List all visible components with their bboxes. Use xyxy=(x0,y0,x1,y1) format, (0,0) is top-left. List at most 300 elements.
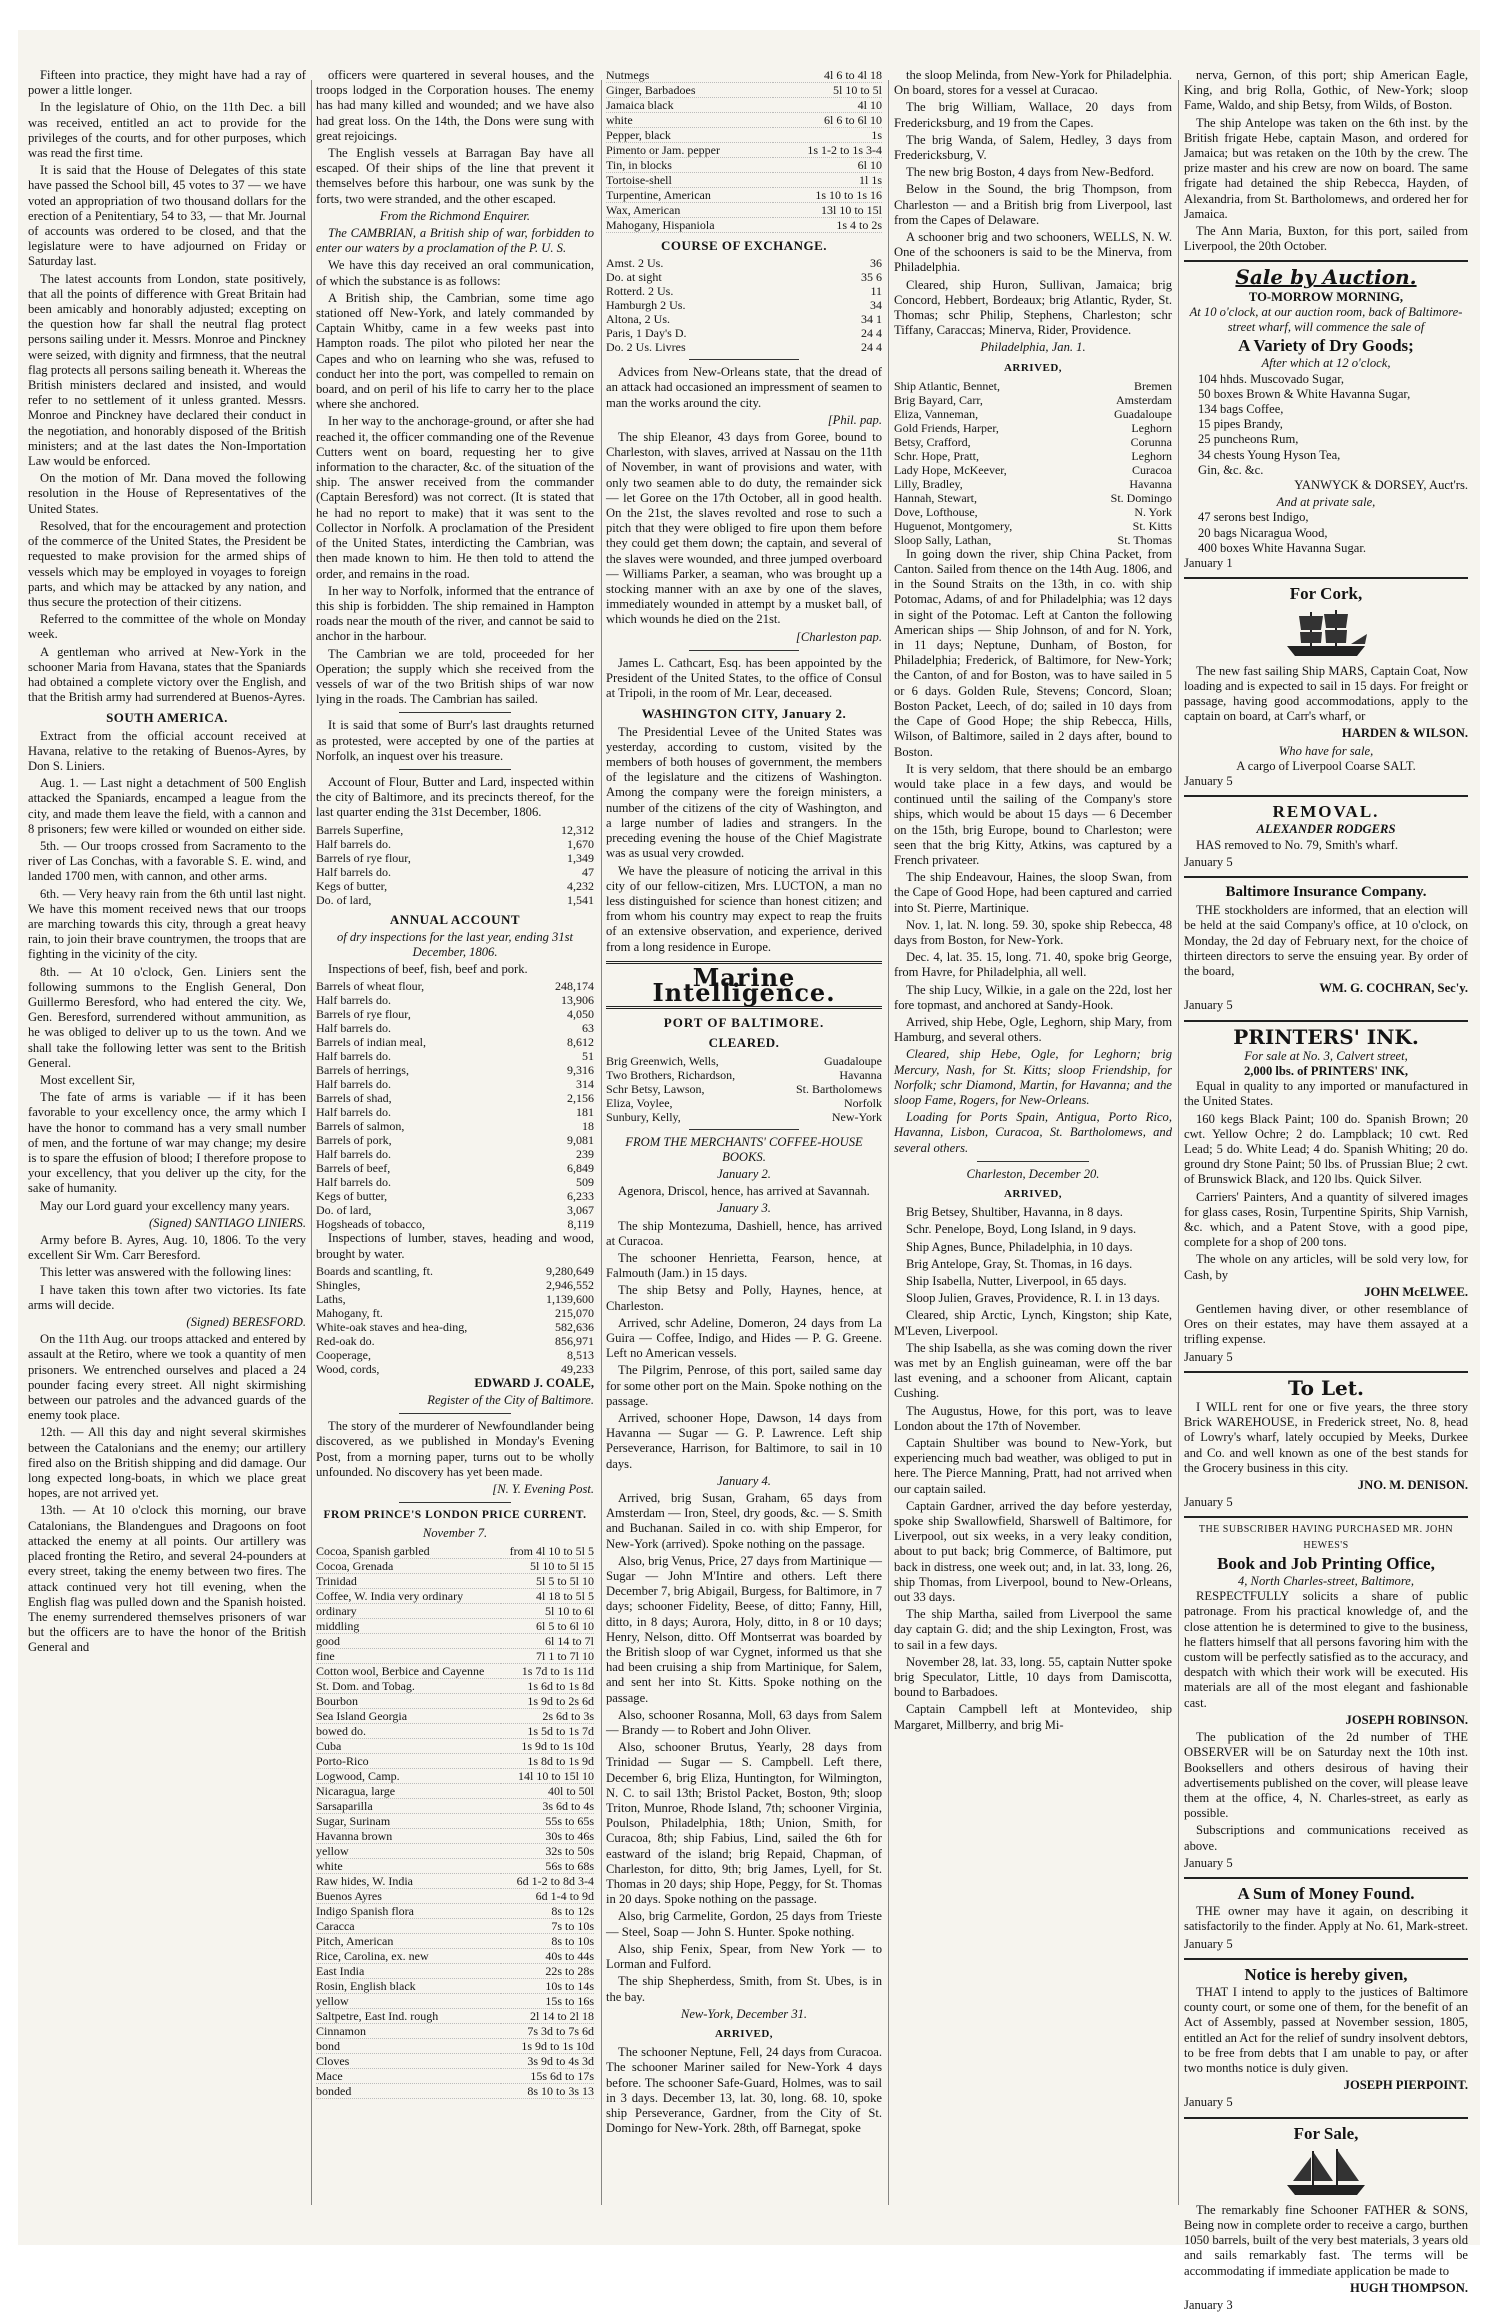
ad-list-item: 20 bags Nicaragua Wood, xyxy=(1198,525,1328,540)
row-label: Cotton wool, Berbice and Cayenne xyxy=(316,1663,501,1678)
ad-list-item: 104 hhds. Muscovado Sugar, xyxy=(1198,371,1345,386)
row-label: Brig Greenwich, Wells, xyxy=(606,1053,719,1068)
row-value: 3,067 xyxy=(567,1203,594,1218)
ad-date: January 5 xyxy=(1184,1495,1233,1510)
row-label: bowed do. xyxy=(316,1723,501,1738)
schooner-sale-advertisement xyxy=(1184,2117,1468,2313)
row-value: 63 xyxy=(582,1021,594,1036)
row-value: 1s 9d to 2s 6d xyxy=(501,1693,594,1708)
ad-text: THE owner may have it again, on describing it satisfactorily to the finder. Apply at No. 61, Mark-street. xyxy=(1184,1904,1468,1934)
inspection-row xyxy=(316,1292,594,1306)
row-label: Rosin, English black xyxy=(316,1978,501,1993)
row-label: Barrels of shad, xyxy=(316,1091,392,1106)
inspection-row xyxy=(316,1021,594,1035)
column-rule xyxy=(311,80,312,2205)
row-value: 8s 10 to 3s 13 xyxy=(501,2083,594,2098)
vessel-row xyxy=(894,533,1172,547)
dateline-heading: Charleston, December 20. xyxy=(966,1166,1100,1181)
price-row xyxy=(316,2008,594,2023)
article-paragraph: It is said that some of Burr's last draughts returned as protested, were accepted by one of the parties at Norfolk, an inquest over his treasure. xyxy=(316,718,594,763)
article-paragraph: Captain Shultiber was bound to New-York, but experiencing much bad weather, was obliged to put in here. The Pierce Manning, Pratt, had not arrived when our captain sailed. xyxy=(894,1436,1172,1496)
price-row xyxy=(316,1918,594,1933)
column-1 xyxy=(28,68,306,2215)
row-label: Half barrels do. xyxy=(316,1049,391,1064)
section-heading: WASHINGTON CITY, January 2. xyxy=(641,706,847,722)
article-paragraph: In her way to Norfolk, informed that the entrance of this ship is forbidden. The ship remained in Hampton roads near the mouth of the river, and cannot be said to anchor in the harbour. xyxy=(316,583,594,644)
price-current-table xyxy=(316,1544,594,2099)
inspection-row xyxy=(316,1049,594,1063)
row-label: Eliza, Voylee, xyxy=(606,1095,673,1110)
article-paragraph: The schooner Neptune, Fell, 24 days from Curacoa. The schooner Mariner sailed for New-York 4 days before. The schooner Safe-Guard, Holmes, was to sail in 3 days. December 13, lat. 30, long. 68. 10, spoke ship Perseverance, Gardner, from the City of St. Domingo for New-York. 28th, off Barnegat, spoke xyxy=(606,2045,882,2136)
row-label: Cooperage, xyxy=(316,1347,371,1362)
article-paragraph: A British ship, the Cambrian, some time ago stationed off New-York, and lately commanded by Captain Whitby, came in a few weeks past into Hampton roads. The pilot who piloted her near the Capes and who on learning who she was, refused to conduct her into the port, was compelled to remain on board, and on peril of his life to carry her to the place where she anchored. xyxy=(316,290,594,412)
price-row xyxy=(316,1783,594,1798)
row-label: Dove, Lofthouse, xyxy=(894,504,978,519)
row-value: 30s to 46s xyxy=(501,1828,594,1843)
removal-advertisement xyxy=(1184,795,1468,870)
row-label: Porto-Rico xyxy=(316,1753,501,1768)
price-row xyxy=(316,1978,594,1993)
ad-text: THE SUBSCRIBER HAVING PURCHASED MR. JOHN HEWES'S xyxy=(1198,1524,1454,1551)
divider xyxy=(399,1413,510,1414)
row-label: Do. at sight xyxy=(606,270,662,285)
ad-list-item: 47 serons best Indigo, xyxy=(1198,510,1309,525)
article-paragraph: The ship Lucy, Wilkie, in a gale on the 22d, lost her fore topmast, and anchored at Sandy-Hook. xyxy=(894,982,1172,1012)
lumber-inspection-table xyxy=(316,1264,594,1376)
row-label: Amst. 2 Us. xyxy=(606,256,664,271)
inspection-row xyxy=(316,1007,594,1021)
ship-icon xyxy=(1281,2145,1371,2199)
date-line: January 3. xyxy=(717,1201,771,1216)
insurance-notice xyxy=(1184,876,1468,1014)
row-label: bond xyxy=(316,2038,501,2053)
row-value: 1s xyxy=(773,128,882,143)
row-value: 55s to 65s xyxy=(501,1813,594,1828)
ad-text: The whole on any articles, will be sold very low, for Cash, by xyxy=(1184,1252,1468,1282)
article-paragraph: Arrived, ship Hebe, Ogle, Leghorn, ship Mary, from Hamburg, and several others. xyxy=(894,1014,1172,1045)
row-label: Barrels of herrings, xyxy=(316,1063,409,1078)
ad-date: January 5 xyxy=(1184,1936,1233,1951)
price-row xyxy=(606,173,882,188)
row-label: Half barrels do. xyxy=(316,864,391,879)
exchange-row xyxy=(606,256,882,270)
column-rule xyxy=(1178,80,1179,2205)
ad-signature: WM. G. COCHRAN, Sec'y. xyxy=(1319,981,1468,996)
row-value: 40s to 44s xyxy=(501,1948,594,1963)
price-row xyxy=(606,68,882,83)
row-value: 314 xyxy=(576,1077,594,1092)
price-row xyxy=(316,1798,594,1813)
shipping-advertisement xyxy=(1184,577,1468,789)
annual-inspection-table xyxy=(316,979,594,1231)
article-paragraph: On the 11th Aug. our troops attacked and entered by assault at the Retiro, where we took a quantity of men prisoners. We entrenched ourselves and placed a 24 pounder facing every street. All night skirmishing between our patroles and the advanced guards of the enemy took place. xyxy=(28,1332,306,1423)
price-row xyxy=(316,1948,594,1963)
article-paragraph: The ship Antelope was taken on the 6th inst. by the British frigate Hebe, captain Mason, and ordered for Jamaica; but was retaken on the 10th by the crew. The prize master and his crew are now on board. The same frigate had detained the ship Rebecca, Hayden, of Alexandria, from St. Bartholomews, and ordered her for Jamaica. xyxy=(1184,115,1468,221)
row-label: Half barrels do. xyxy=(316,1077,391,1092)
price-row xyxy=(316,1888,594,1903)
row-value: 4,232 xyxy=(567,878,594,893)
ad-text: Who have for sale, xyxy=(1278,743,1374,758)
row-value: 1,349 xyxy=(567,850,594,865)
row-label: Barrels of pork, xyxy=(316,1133,392,1148)
ad-text: The remarkably fine Schooner FATHER & SONS, Being now in complete order to receive a cargo, burthen 1050 barrels, built of the very best materials, 3 years old and sails remarkably fast. The terms will be accommodating if immediate application be made to xyxy=(1184,2202,1468,2278)
row-value: St. Thomas xyxy=(1117,532,1172,547)
article-paragraph: Arrived, schooner Hope, Dawson, 14 days from Havanna — Sugar — G. P. Lawrence. Left ship Perseverance, Harrison, for Baltimore, to sail in 10 days. xyxy=(606,1410,882,1471)
divider xyxy=(399,1502,510,1503)
price-row xyxy=(316,1858,594,1873)
inspection-row xyxy=(316,1203,594,1217)
article-paragraph: The fate of arms is variable — if it has been favorable to your excellency once, the army which I have the honor to command has a very small number of men, and the fortune of war may change; my desire is to spare the effusion of blood; I therefore propose to your excellency, that you deliver up the city, for the sake of humanity. xyxy=(28,1090,306,1196)
vessel-row xyxy=(894,449,1172,463)
row-value: 6l 5 to 6l 10 xyxy=(501,1618,594,1633)
article-paragraph: Advices from New-Orleans state, that the dread of an attack had occasioned an impressment of seamen to man the works around the city. xyxy=(606,365,882,410)
row-value: 11 xyxy=(870,284,882,299)
ad-title: Sale by Auction. xyxy=(1235,265,1417,290)
price-row xyxy=(316,1633,594,1648)
inspection-row xyxy=(316,1278,594,1292)
price-current-table xyxy=(606,68,882,233)
article-paragraph: This letter was answered with the following lines: xyxy=(40,1265,292,1280)
row-label: Buenos Ayres xyxy=(316,1888,501,1903)
row-value: 1s 1-2 to 1s 3-4 xyxy=(773,143,882,158)
column-3 xyxy=(606,68,882,2215)
divider xyxy=(689,1129,799,1130)
row-value: 15s to 16s xyxy=(501,1993,594,2008)
ad-text: 160 kegs Black Paint; 100 do. Spanish Brown; 20 cwt. Yellow Ochre; 2 do. Lampblack; 10 cwt. Red Lead; 5 do. White Lead; 4 do. Spanish Whiting; 20 do. ground dry Stone Paint; 50 lbs. of Prussian Blue; 2 cwt. of Brunswick Black, and 120 lbs. Quick Silver. xyxy=(1184,1111,1468,1187)
row-value: 215,070 xyxy=(555,1305,594,1320)
row-value: 181 xyxy=(576,1105,594,1120)
row-value: 2l 14 to 2l 18 xyxy=(501,2008,594,2023)
signature-title: Register of the City of Baltimore. xyxy=(427,1392,594,1407)
ad-headline: 2,000 lbs. of PRINTERS' INK, xyxy=(1243,1063,1409,1078)
row-label: Mahogany, Hispaniola xyxy=(606,218,773,233)
ad-signature: JOSEPH PIERPOINT. xyxy=(1343,2078,1468,2093)
ad-text: At 10 o'clock, at our auction room, back of Baltimore-street wharf, will commence the sale of xyxy=(1189,304,1463,335)
row-label: Trinidad xyxy=(316,1573,501,1588)
section-heading: CLEARED. xyxy=(708,1035,780,1051)
row-value: 35 6 xyxy=(861,270,882,285)
section-heading: FROM PRINCE'S LONDON PRICE CURRENT. xyxy=(323,1509,587,1522)
price-row xyxy=(606,113,882,128)
row-label: Bourbon xyxy=(316,1693,501,1708)
ad-date: January 1 xyxy=(1184,556,1233,571)
article-paragraph: The brig William, Wallace, 20 days from Fredericksburg, and 19 from the Capes. xyxy=(894,100,1172,130)
ad-headline: A Variety of Dry Goods; xyxy=(1238,336,1414,356)
article-paragraph: Inspections of lumber, staves, heading and wood, brought by water. xyxy=(316,1231,594,1261)
row-value: 4,050 xyxy=(567,1007,594,1022)
price-row xyxy=(316,1573,594,1588)
row-value: 4l 6 to 4l 18 xyxy=(773,68,882,83)
row-label: Two Brothers, Richardson, xyxy=(606,1067,736,1082)
inspection-row xyxy=(316,1334,594,1348)
row-value: 7s to 10s xyxy=(501,1918,594,1933)
ad-date: January 5 xyxy=(1184,1349,1233,1364)
row-value: 49,233 xyxy=(561,1361,594,1376)
signature: EDWARD J. COALE, xyxy=(474,1375,594,1390)
row-value: 856,971 xyxy=(555,1333,594,1348)
article-paragraph: Cleared, ship Hebe, Ogle, for Leghorn; brig Mercury, Nash, for St. Kitts; sloop Friendship, for Norfolk; schr Diamond, Martin, for Havanna; and the sloop Fame, Rogers, for New-Orleans. xyxy=(894,1047,1172,1107)
ad-signature: JOHN McELWEE. xyxy=(1364,1284,1468,1299)
row-value: Guadaloupe xyxy=(1114,406,1172,421)
row-value: 34 1 xyxy=(861,312,882,327)
article-paragraph: The Augustus, Howe, for this port, was to leave London about the 17th of November. xyxy=(894,1403,1172,1433)
article-paragraph: The schooner Henrietta, Fearson, hence, at Falmouth (Jam.) in 15 days. xyxy=(606,1250,882,1281)
row-label: Half barrels do. xyxy=(316,1147,391,1162)
article-paragraph: Agenora, Driscol, hence, has arrived at Savannah. xyxy=(618,1184,870,1199)
row-label: middling xyxy=(316,1618,501,1633)
row-value: Amsterdam xyxy=(1116,392,1172,407)
row-label: Barrels of beef, xyxy=(316,1161,391,1176)
ad-title: Baltimore Insurance Company. xyxy=(1225,883,1427,900)
row-value: 13,906 xyxy=(561,993,594,1008)
ad-title: To Let. xyxy=(1288,1375,1364,1400)
article-paragraph: The CAMBRIAN, a British ship of war, forbidden to enter our waters by a proclamation of the P. U. S. xyxy=(316,226,594,256)
row-value: 56s to 68s xyxy=(501,1858,594,1873)
article-paragraph: Army before B. Ayres, Aug. 10, 1806. To the very excellent Sir Wm. Carr Beresford. xyxy=(28,1233,306,1263)
inspection-row xyxy=(316,823,594,837)
price-row xyxy=(316,1723,594,1738)
article-paragraph: It is said that the House of Delegates of this state have passed the School bill, 45 votes to 37 — we have voted an appropriation of two thousand dollars for the erection of a Penitentiary, 54 to 33, — that Mr. Journal of accounts was ordered to be closed, and that the legislature were to have adjourned on Friday or Saturday last. xyxy=(28,163,306,269)
row-value: Havanna xyxy=(1129,476,1172,491)
row-label: Raw hides, W. India xyxy=(316,1873,501,1888)
article-paragraph: The new brig Boston, 4 days from New-Bedford. xyxy=(906,165,1154,180)
row-value: 3s 6d to 4s xyxy=(501,1798,594,1813)
ad-text: Gentlemen having diver, or other resemblance of Ores on their estates, may have them assayed at a trifling expense. xyxy=(1184,1302,1468,1347)
price-row xyxy=(606,98,882,113)
article-paragraph: Also, schooner Brutus, Yearly, 28 days from Trinidad — Sugar — S. Campbell. Left there, December 6, brig Eliza, Huntington, for Wilmington, N. C. to sail 13th; Bristol Packet, Boston, 9th; sloop Triton, Munroe, Rhode Island, 7th; schooner Virginia, Poulson, Philadelphia, 18th; Union, Smith, for Curacoa, 8th; ship Fabius, Lind, sailed the 6th for eastward of the island; brig Repaid, Chapman, of Charleston, for ditto, 9th; brig James, Lyell, for St. Thomas in 20 days; ship Hope, Peggy, for St. Thomas in 20 days. Spoke nothing on the passage. xyxy=(606,1740,882,1907)
source-credit: [N. Y. Evening Post. xyxy=(492,1481,594,1496)
vessel-row xyxy=(894,477,1172,491)
row-label: Saltpetre, East Ind. rough xyxy=(316,2008,501,2023)
row-label: Schr. Hope, Pratt, xyxy=(894,448,979,463)
row-value: 6d 1-2 to 8d 3-4 xyxy=(501,1873,594,1888)
price-row xyxy=(316,1828,594,1843)
row-value: St. Kitts xyxy=(1132,518,1172,533)
ad-signature: HARDEN & WILSON. xyxy=(1341,726,1468,741)
inspection-row xyxy=(316,879,594,893)
row-value: 4l 18 to 5l 5 xyxy=(501,1588,594,1603)
section-subheading: of dry inspections for the last year, ending 31st December, 1806. xyxy=(336,929,574,959)
vessel-row xyxy=(606,1110,882,1124)
row-value: 248,174 xyxy=(555,979,594,994)
inspection-row xyxy=(316,1217,594,1231)
article-paragraph: Fifteen into practice, they might have had a ray of power a little longer. xyxy=(28,68,306,98)
source-credit: [Phil. pap. xyxy=(827,412,882,427)
row-label: Rotterd. 2 Us. xyxy=(606,284,674,299)
price-row xyxy=(606,203,882,218)
price-row xyxy=(316,2038,594,2053)
row-label: Sloop Sally, Lathan, xyxy=(894,532,992,547)
divider xyxy=(399,769,510,770)
row-value: St. Bartholomews xyxy=(796,1081,882,1096)
row-label: Half barrels do. xyxy=(316,1175,391,1190)
ad-subtitle: TO-MORROW MORNING, xyxy=(1248,289,1404,304)
row-label: Betsy, Crafford, xyxy=(894,434,971,449)
row-label: Havanna brown xyxy=(316,1828,501,1843)
price-row xyxy=(606,158,882,173)
row-label: Cocoa, Grenada xyxy=(316,1558,501,1573)
article-paragraph: Resolved, that for the encouragement and protection of the commerce of the United States, the President be requested to make provision for the armed ships of vessels which may be employed in voyages to foreign parts, and which may be attacked by any nation, and thus secure the protection of their citizens. xyxy=(28,518,306,609)
row-label: Ginger, Barbadoes xyxy=(606,83,773,98)
ad-text: The publication of the 2d number of THE OBSERVER will be on Saturday next the 10th inst. Booksellers and others desirous of having their advertisements published on the cover, will please leave them at the office, 4, N. Charles-street, as early as possible. xyxy=(1184,1730,1468,1821)
row-label: Pimento or Jam. pepper xyxy=(606,143,773,158)
article-paragraph: The ship Eleanor, 43 days from Goree, bound to Charleston, with slaves, arrived at Nassau on the 11th of November, in want of provisions and water, with only two seamen able to do duty, the remainder sick — let Goree on the 17th October, all in good health. On the 21st, the slaves revolted and rose to such a pitch that they were obliged to fire upon them before they could get them down; the captain, and several of the slaves were wounded, and three jumped overboard — Williams Parker, a seaman, who was brought up a stocking manner with an axe by one of the slaves, immediately wounded in attempt by a musket ball, of which wounds he died on the 21st. xyxy=(606,430,882,627)
row-label: St. Dom. and Tobag. xyxy=(316,1678,501,1693)
ad-text: RESPECTFULLY solicits a share of public patronage. From his practical knowledge of, and the close attention he is determined to give to the business, he flatters himself that all persons favoring him with the custom will be perfectly satisfied as to the accuracy, and despatch with which their work will be executed. His materials are all of the most elegant and fashionable cast. xyxy=(1184,1589,1468,1710)
ad-list-item: Gin, &c. &c. xyxy=(1198,462,1264,477)
row-value: 6l 14 to 7l xyxy=(501,1633,594,1648)
ad-text: For sale at No. 3, Calvert street, xyxy=(1244,1048,1408,1063)
row-value: 5l 5 to 5l 10 xyxy=(501,1573,594,1588)
vessel-row xyxy=(606,1068,882,1082)
price-row xyxy=(316,1588,594,1603)
row-value: 12,312 xyxy=(561,822,594,837)
row-value: N. York xyxy=(1134,504,1172,519)
vessel-row xyxy=(894,421,1172,435)
row-label: Red-oak do. xyxy=(316,1333,375,1348)
vessel-row xyxy=(894,491,1172,505)
row-value: Havanna xyxy=(839,1067,882,1082)
row-value: 1s 10 to 1s 16 xyxy=(773,188,882,203)
ad-text: THE stockholders are informed, that an election will be held at the said Company's office, at 10 o'clock, on Monday, the 2d day of February next, for the choice of thirteen directors to serve the ensuing year. By order of the board, xyxy=(1184,903,1468,978)
price-row xyxy=(316,1708,594,1723)
row-value: 8,513 xyxy=(567,1347,594,1362)
row-value: 9,081 xyxy=(567,1133,594,1148)
row-label: Barrels of rye flour, xyxy=(316,1007,411,1022)
row-value: 47 xyxy=(582,864,594,879)
ad-title: For Sale, xyxy=(1293,2123,1359,2143)
row-label: Altona, 2 Us. xyxy=(606,312,670,327)
row-label: Mace xyxy=(316,2068,501,2083)
row-label: ordinary xyxy=(316,1603,501,1618)
price-row xyxy=(316,1873,594,1888)
ad-name: ALEXANDER RODGERS xyxy=(1256,822,1396,837)
vessel-row xyxy=(894,463,1172,477)
ad-signature: HUGH THOMPSON. xyxy=(1349,2280,1468,2295)
row-value: 2s 6d to 3s xyxy=(501,1708,594,1723)
article-paragraph: In her way to the anchorage-ground, or after she had reached it, the officer commanding one of the Revenue Cutters went on board, requesting her to give information to the character, &c. of the situation of the ship. The answer received from the commander (Captain Beresford) was not correct. (It is stated that he had no report to make) that it was sent to the Collector in Norfolk. A proclamation of the President of the United States, interdicting the Cambrian, was then made known to him. He then told to attend the order, and remains in the road. xyxy=(316,414,594,581)
row-value: 1s 9d to 1s 10d xyxy=(501,2038,594,2053)
row-value: 9,316 xyxy=(567,1063,594,1078)
article-paragraph: Also, ship Fenix, Spear, from New York — to Lorman and Fulford. xyxy=(606,1941,882,1972)
ship-icon xyxy=(1281,606,1371,660)
row-value: 18 xyxy=(582,1119,594,1134)
row-value: 7l 1 to 7l 10 xyxy=(501,1648,594,1663)
row-value: 1s 5d to 1s 7d xyxy=(501,1723,594,1738)
price-row xyxy=(316,1753,594,1768)
source-credit: [Charleston pap. xyxy=(795,629,882,644)
price-row xyxy=(316,1558,594,1573)
article-paragraph: the sloop Melinda, from New-York for Philadelphia. On board, stores for a vessel at Curacao. xyxy=(894,68,1172,98)
article-paragraph: A schooner brig and two schooners, WELLS, N. W. One of the schooners is said to be the Minerva, from Philadelphia. xyxy=(894,230,1172,275)
article-paragraph: The latest accounts from London, state positively, that all the points of difference with Great Britain had been amicably and honorably adjusted; excepting on the question how far shall the neutral flag protect persons sailing under it. Messrs. Monroe and Pinckney were seized, with dignity and firmness, that the neutral flag protects all persons sailing beneath it. Whereas the British ministers declared and insisted, and would refer to no settlement of it unless granted. Messrs. Monroe and Pinckney have declared their conduct in the negotiation, and honorably disposed of the British ministers; and at the last dates the Non-Importation Law would be enforced. xyxy=(28,271,306,469)
vessel-row xyxy=(894,393,1172,407)
divider xyxy=(399,712,510,713)
ad-list-item: 400 boxes White Havanna Sugar. xyxy=(1198,540,1366,555)
row-label: Sea Island Georgia xyxy=(316,1708,501,1723)
article-paragraph: We have this day received an oral communication, of which the substance is as follows: xyxy=(316,258,594,288)
price-row xyxy=(316,1663,594,1678)
column-rule xyxy=(601,80,602,2205)
section-heading: ARRIVED, xyxy=(1003,1187,1063,1200)
ad-item-list xyxy=(1184,510,1468,556)
row-value: 9,280,649 xyxy=(546,1263,594,1278)
date-line: January 2. xyxy=(717,1166,771,1181)
article-paragraph: Aug. 1. — Last night a detachment of 500 English attacked the Spaniards, encamped a league from the city, and made them leave the field, with a cannon and 8 prisoners; few were killed or wounded on either side. xyxy=(28,776,306,836)
inspection-row xyxy=(316,1077,594,1091)
row-value: 13l 10 to 15l xyxy=(773,203,882,218)
row-value: 5l 10 to 5l xyxy=(773,83,882,98)
divider xyxy=(689,359,799,360)
cleared-vessels-table xyxy=(606,1054,882,1124)
price-row xyxy=(316,1768,594,1783)
row-value: 1s 8d to 1s 9d xyxy=(501,1753,594,1768)
section-subheading: November 7. xyxy=(422,1526,488,1541)
printers-ink-advertisement xyxy=(1184,1020,1468,1365)
inspection-row xyxy=(316,837,594,851)
row-label: Wood, cords, xyxy=(316,1361,380,1376)
row-label: East India xyxy=(316,1963,501,1978)
row-label: Half barrels do. xyxy=(316,993,391,1008)
article-paragraph: The ship Shepherdess, Smith, from St. Ubes, is in the bay. xyxy=(606,1974,882,2004)
column-5 xyxy=(1184,68,1468,2312)
port-heading: PORT OF BALTIMORE. xyxy=(663,1015,825,1031)
ad-date: January 5 xyxy=(1184,998,1233,1013)
article-paragraph: Cleared, ship Huron, Sullivan, Jamaica; brig Concord, Hebbert, Bordeaux; brig Atlantic, Ryder, St. Thomas; schr Philip, Stephens, Charleston; schr Tiffany, Caraccas; Minerva, Rider, Providence. xyxy=(894,277,1172,338)
column-2 xyxy=(316,68,594,2215)
row-value: 5l 10 to 6l xyxy=(501,1603,594,1618)
row-label: Paris, 1 Day's D. xyxy=(606,326,687,341)
row-value: 6,233 xyxy=(567,1189,594,1204)
article-paragraph: James L. Cathcart, Esq. has been appointed by the President of the United States, to the office of Consul at Tripoli, in the room of Mr. Lear, deceased. xyxy=(606,655,882,701)
ad-title: Notice is hereby given, xyxy=(1244,1964,1408,1984)
row-label: fine xyxy=(316,1648,501,1663)
exchange-table xyxy=(606,256,882,354)
ad-signature: JNO. M. DENISON. xyxy=(1357,1478,1468,1493)
row-label: Lady Hope, McKeever, xyxy=(894,462,1007,477)
exchange-row xyxy=(606,284,882,298)
price-row xyxy=(606,128,882,143)
source-heading: FROM THE MERCHANTS' COFFEE-HOUSE BOOKS. xyxy=(625,1134,863,1164)
price-row xyxy=(316,1903,594,1918)
inspection-row xyxy=(316,1362,594,1376)
inspection-row xyxy=(316,1348,594,1362)
article-paragraph: Ship Isabella, Nutter, Liverpool, in 65 days. xyxy=(906,1274,1127,1288)
inspection-row xyxy=(316,1264,594,1278)
ad-text: Subscriptions and communications received as above. xyxy=(1184,1823,1468,1853)
article-paragraph: Nov. 1, lat. N. long. 59. 30, spoke ship Rebecca, 48 days from Boston, for New-York. xyxy=(894,917,1172,947)
divider xyxy=(977,1161,1088,1162)
row-value: Leghorn xyxy=(1131,448,1172,463)
ad-text: I WILL rent for one or five years, the three story Brick WAREHOUSE, in Frederick street, No. 8, head of Lowry's wharf, lately occupied by Meeks, Durkee and Co. and well known as one of the best stands for the Grocery business in this city. xyxy=(1184,1400,1468,1475)
row-label: Ship Atlantic, Bennet, xyxy=(894,378,1000,393)
inspection-row xyxy=(316,979,594,993)
row-label: Kegs of butter, xyxy=(316,878,388,893)
row-label: Hamburgh 2 Us. xyxy=(606,298,686,313)
row-label: Barrels of indian meal, xyxy=(316,1035,426,1050)
row-label: white xyxy=(606,113,773,128)
row-label: yellow xyxy=(316,1843,501,1858)
row-value: 1s 4 to 2s xyxy=(773,218,882,233)
row-value: Norfolk xyxy=(844,1095,882,1110)
inspection-row xyxy=(316,893,594,907)
row-label: Brig Bayard, Carr, xyxy=(894,392,983,407)
to-let-advertisement xyxy=(1184,1371,1468,1511)
section-heading: ARRIVED, xyxy=(1003,361,1063,374)
price-row xyxy=(316,1813,594,1828)
arrived-vessels-table xyxy=(894,379,1172,547)
article-paragraph: On the motion of Mr. Dana moved the following resolution in the House of Representatives of the United States. xyxy=(28,471,306,516)
